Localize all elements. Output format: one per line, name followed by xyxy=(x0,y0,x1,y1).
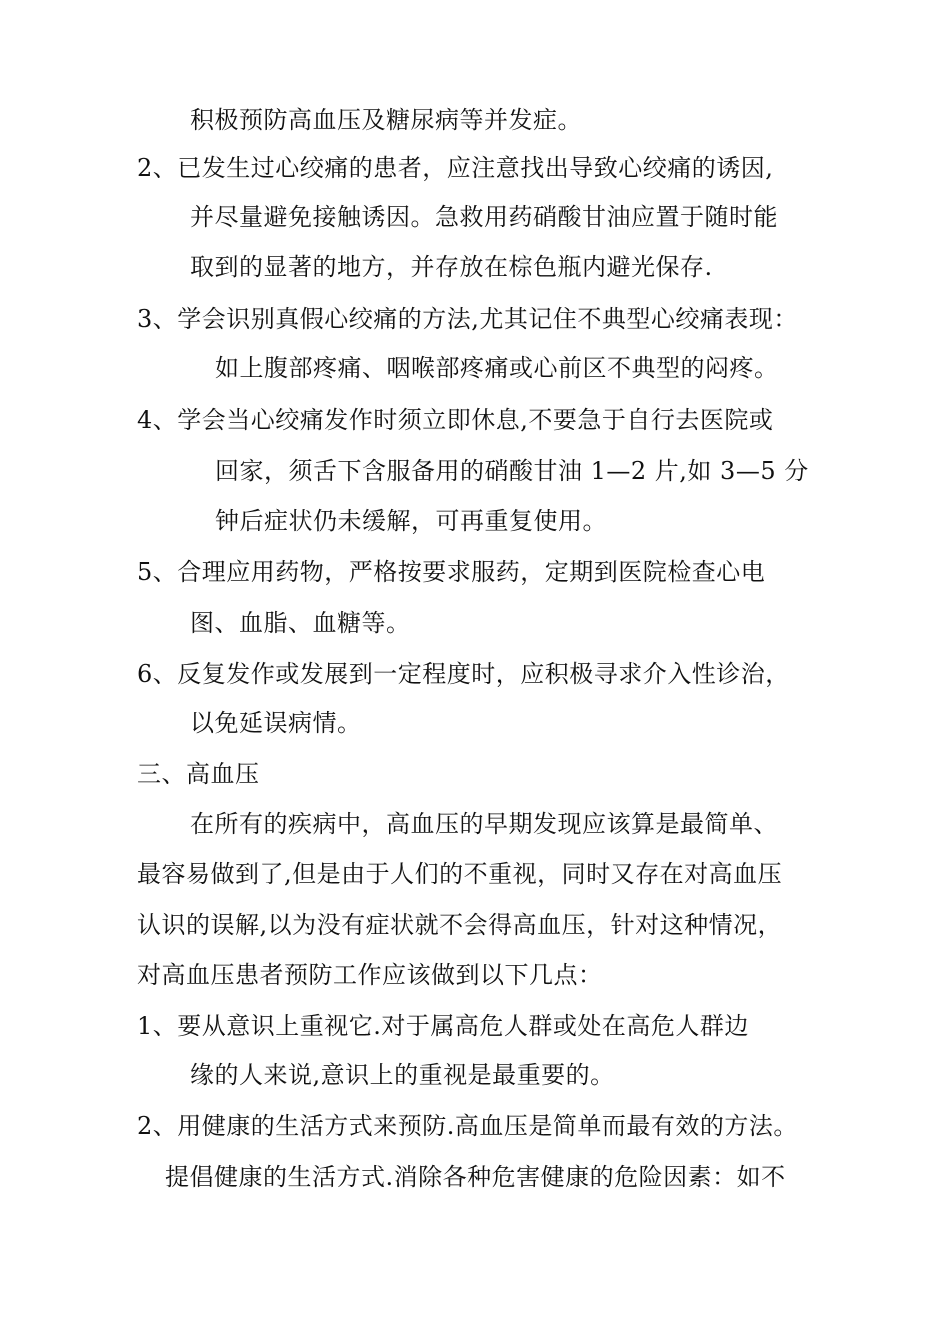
text-line: 3、学会识别真假心绞痛的方法,尤其记住不典型心绞痛表现： xyxy=(137,305,798,333)
text-line: 回家，须舌下含服备用的硝酸甘油 1—2 片,如 3—5 分 xyxy=(215,457,809,485)
text-line: 积极预防高血压及糖尿病等并发症。 xyxy=(190,106,582,134)
text-line: 6、反复发作或发展到一定程度时，应积极寻求介入性诊治， xyxy=(137,660,790,688)
text-line: 并尽量避免接触诱因。急救用药硝酸甘油应置于随时能 xyxy=(190,203,778,231)
text-line: 2、用健康的生活方式来预防.高血压是简单而最有效的方法。 xyxy=(137,1112,798,1140)
text-line: 4、学会当心绞痛发作时须立即休息,不要急于自行去医院或 xyxy=(137,406,774,434)
text-line: 取到的显著的地方，并存放在棕色瓶内避光保存. xyxy=(190,253,713,281)
section-heading: 三、高血压 xyxy=(137,760,260,788)
text-line: 如上腹部疼痛、咽喉部疼痛或心前区不典型的闷疼。 xyxy=(215,354,779,382)
text-line: 最容易做到了,但是由于人们的不重视，同时又存在对高血压 xyxy=(137,860,783,888)
text-line: 2、已发生过心绞痛的患者，应注意找出导致心绞痛的诱因, xyxy=(137,154,774,182)
text-line: 认识的误解,以为没有症状就不会得高血压，针对这种情况， xyxy=(137,911,783,939)
text-line: 钟后症状仍未缓解，可再重复使用。 xyxy=(215,507,607,535)
text-line: 以免延误病情。 xyxy=(190,709,362,737)
text-line: 缘的人来说,意识上的重视是最重要的。 xyxy=(190,1061,615,1089)
text-line: 对高血压患者预防工作应该做到以下几点： xyxy=(137,961,603,989)
text-line: 图、血脂、血糖等。 xyxy=(190,609,411,637)
text-line: 5、合理应用药物，严格按要求服药，定期到医院检查心电 xyxy=(137,558,766,586)
text-line: 在所有的疾病中，高血压的早期发现应该算是最简单、 xyxy=(190,810,778,838)
text-line: 提倡健康的生活方式.消除各种危害健康的危险因素：如不 xyxy=(165,1163,786,1191)
text-line: 1、要从意识上重视它.对于属高危人群或处在高危人群边 xyxy=(137,1012,749,1040)
